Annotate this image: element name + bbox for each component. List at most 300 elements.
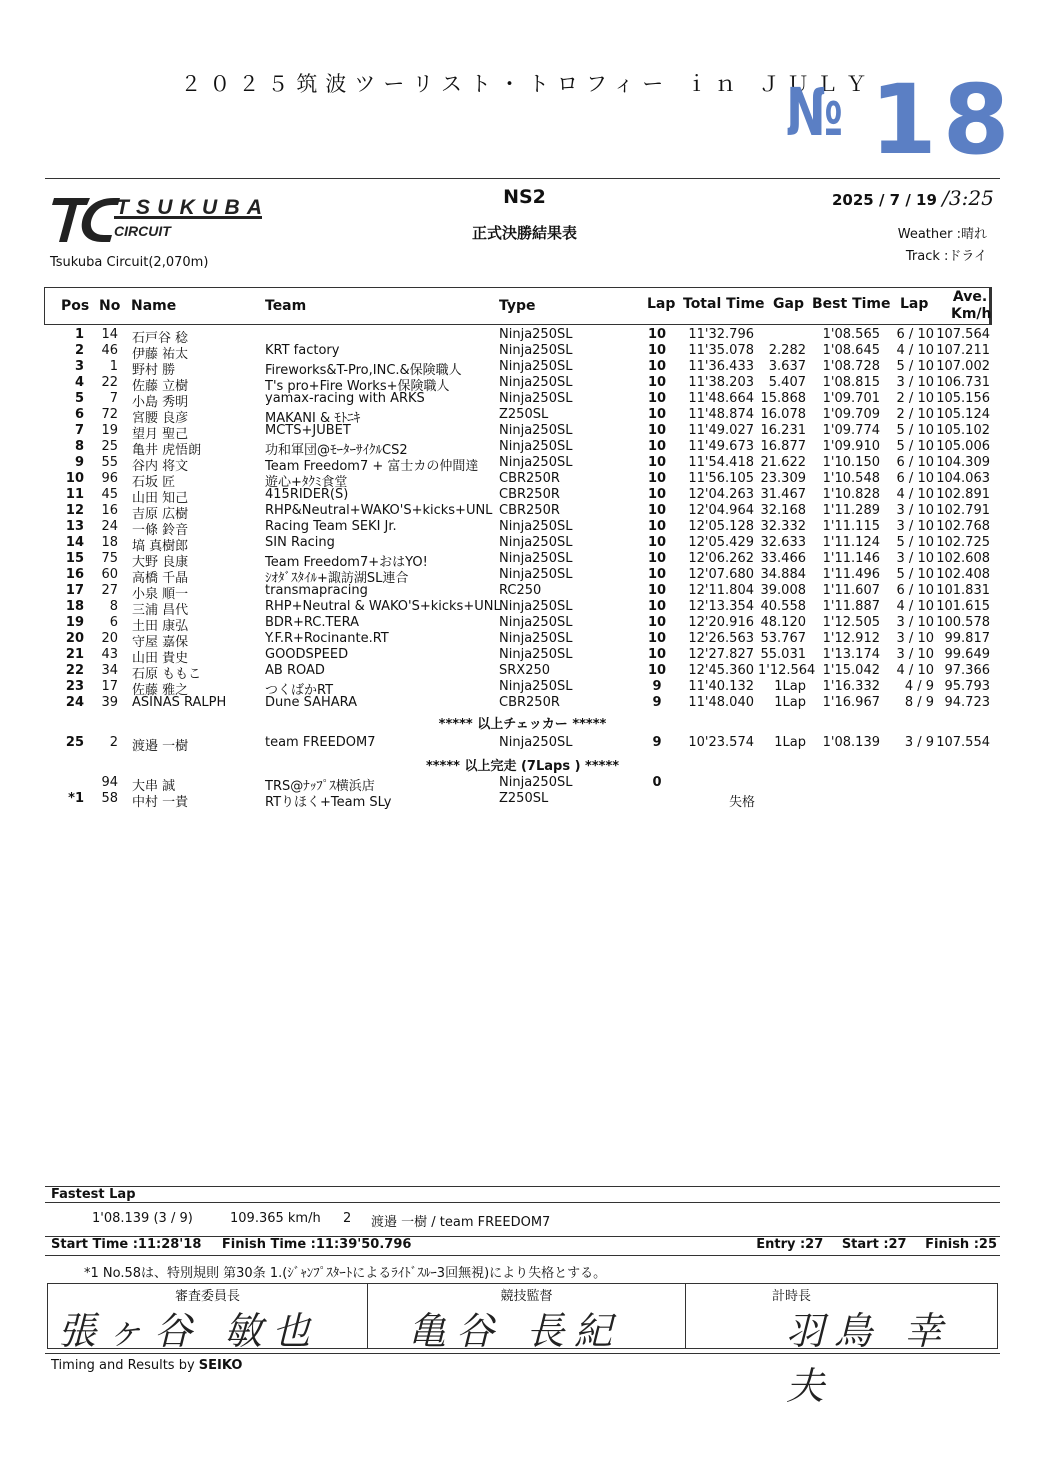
rider-name: 佐藤 雅之 [132, 683, 189, 698]
gap: 33.466 [760, 551, 806, 566]
rider-name: 塙 真樹郎 [132, 539, 189, 554]
position: 5 [74, 391, 84, 406]
col-best-time: Best Time [812, 296, 891, 312]
result-row [0, 519, 1045, 538]
machine-type: Ninja250SL [499, 567, 573, 582]
result-row [0, 327, 1045, 346]
signature-cell-clerk-of-course [368, 1284, 686, 1353]
best-lap: 3 / 10 [896, 519, 934, 534]
result-row [0, 599, 1045, 618]
laps: 10 [647, 327, 667, 342]
divider [45, 1202, 1000, 1203]
position: *1 [68, 791, 84, 806]
signature-handwritten: 亀谷 長紀 [408, 1309, 623, 1353]
best-lap: 3 / 10 [896, 647, 934, 662]
result-row [0, 791, 1045, 810]
col-ave-label: Ave. [952, 289, 988, 305]
machine-type: Ninja250SL [499, 615, 573, 630]
average-speed: 106.731 [936, 375, 990, 390]
best-time: 1'13.174 [822, 647, 880, 662]
signature-handwritten: 羽鳥 幸夫 [786, 1309, 953, 1408]
fastest-lap-no: 2 [343, 1211, 352, 1226]
total-time: 12'04.263 [688, 487, 754, 502]
total-time: 12'06.262 [688, 551, 754, 566]
best-lap: 6 / 10 [896, 455, 934, 470]
team: RHP+Neutral & WAKO'S+kicks+UNL [265, 599, 501, 614]
rider-name: 石戸谷 稔 [132, 331, 189, 346]
laps: 10 [647, 599, 667, 614]
laps: 10 [647, 551, 667, 566]
best-time: 1'11.496 [822, 567, 880, 582]
number: 46 [101, 343, 118, 358]
average-speed: 107.002 [936, 359, 990, 374]
number: 19 [101, 423, 118, 438]
col-total-time: Total Time [683, 296, 765, 312]
team: Team Freedom7+おはYO! [265, 555, 428, 570]
best-time: 1'11.146 [822, 551, 880, 566]
rider-name: 小島 秀明 [132, 395, 189, 410]
number: 25 [101, 439, 118, 454]
gap: 1Lap [774, 735, 806, 750]
note-finish: ***** 以上完走 (7Laps ) ***** [425, 759, 620, 774]
rider-name: 野村 勝 [132, 363, 176, 378]
signature-label: 競技監督 [500, 1289, 553, 1304]
col-best-lap: Lap [900, 296, 929, 312]
team: ｼｵﾀﾞｽﾀｲﾙ+諏訪湖SL連合 [265, 571, 409, 586]
best-time: 1'08.645 [822, 343, 880, 358]
laps: 10 [647, 343, 667, 358]
best-lap: 6 / 10 [896, 471, 934, 486]
result-row [0, 391, 1045, 410]
team: transmapracing [265, 583, 368, 598]
total-time: 11'40.132 [688, 679, 754, 694]
best-lap: 4 / 10 [896, 487, 934, 502]
team: yamax-racing with ARKS [265, 391, 425, 406]
finish-count: Finish :25 [925, 1237, 997, 1252]
machine-type: CBR250R [499, 503, 560, 518]
machine-type: Ninja250SL [499, 439, 573, 454]
result-row [0, 631, 1045, 650]
best-lap: 3 / 10 [896, 615, 934, 630]
number: 55 [101, 455, 118, 470]
best-lap: 3 / 10 [896, 503, 934, 518]
machine-type: Ninja250SL [499, 775, 573, 790]
gap: 31.467 [760, 487, 806, 502]
classified-results [0, 327, 1045, 711]
bottom-divider [45, 1353, 1000, 1354]
rider-name: 守屋 嘉保 [132, 635, 189, 650]
total-time: 12'45.360 [688, 663, 754, 678]
team: Racing Team SEKI Jr. [265, 519, 397, 534]
position: 1 [74, 327, 84, 342]
col-kmh-label: Km/h [951, 306, 992, 322]
rider-name: 高橋 千晶 [132, 571, 189, 586]
machine-type: RC250 [499, 583, 542, 598]
rider-name: 佐藤 立樹 [132, 379, 189, 394]
class-name: NS2 [503, 186, 546, 208]
best-lap: 2 / 10 [896, 391, 934, 406]
best-time: 1'08.139 [822, 735, 880, 750]
result-row [0, 615, 1045, 634]
total-time: 10'23.574 [688, 735, 754, 750]
result-row [0, 487, 1045, 506]
team: 功和軍団@ﾓｰﾀｰｻｲｸﾙCS2 [265, 443, 408, 458]
number: 6 [109, 615, 118, 630]
team: 415RIDER(S) [265, 487, 349, 502]
machine-type: SRX250 [499, 663, 551, 678]
total-time: 12'27.827 [688, 647, 754, 662]
laps: 10 [647, 631, 667, 646]
number: 60 [101, 567, 118, 582]
col-name: Name [131, 298, 177, 314]
position: 4 [74, 375, 84, 390]
laps: 10 [647, 455, 667, 470]
team: Y.F.R+Rocinante.RT [265, 631, 389, 646]
number: 1 [109, 359, 118, 374]
total-time: 12'13.354 [688, 599, 754, 614]
machine-type: Z250SL [499, 791, 549, 806]
laps: 10 [647, 375, 667, 390]
laps: 10 [647, 439, 667, 454]
average-speed: 105.006 [936, 439, 990, 454]
number: 27 [101, 583, 118, 598]
team: Fireworks&T-Pro,INC.&保険職人 [265, 363, 462, 378]
position: 25 [65, 735, 84, 750]
gap: 40.558 [760, 599, 806, 614]
gap: 2.282 [768, 343, 806, 358]
team: KRT factory [265, 343, 340, 358]
best-lap: 5 / 10 [896, 423, 934, 438]
position: 6 [74, 407, 84, 422]
note-checker: ***** 以上チェッカー ***** [438, 717, 607, 732]
gap: 失格 [728, 795, 755, 810]
team: MCTS+JUBET [265, 423, 351, 438]
best-lap: 5 / 10 [896, 535, 934, 550]
laps: 10 [647, 487, 667, 502]
total-time: 11'32.796 [688, 327, 754, 342]
average-speed: 105.156 [936, 391, 990, 406]
fastest-lap-rider: 渡邉 一樹 / team FREEDOM7 [371, 1215, 551, 1230]
entry-count: Entry :27 [756, 1237, 824, 1252]
number: 75 [101, 551, 118, 566]
svg-text:TSUKUBA: TSUKUBA [116, 196, 262, 219]
best-lap: 5 / 10 [896, 439, 934, 454]
total-time: 11'49.673 [688, 439, 754, 454]
average-speed: 99.649 [944, 647, 990, 662]
laps: 10 [647, 391, 667, 406]
machine-type: Ninja250SL [499, 343, 573, 358]
best-time: 1'10.828 [822, 487, 880, 502]
average-speed: 107.211 [936, 343, 990, 358]
number: 45 [101, 487, 118, 502]
laps: 9 [652, 679, 662, 694]
average-speed: 104.063 [936, 471, 990, 486]
result-row [0, 471, 1045, 490]
result-row [0, 775, 1045, 794]
best-time: 1'11.115 [822, 519, 880, 534]
rider-name: 渡邉 一樹 [132, 739, 189, 754]
start-count: Start :27 [841, 1237, 907, 1252]
position: 9 [74, 455, 84, 470]
number: 43 [101, 647, 118, 662]
number: 2 [109, 735, 118, 750]
average-speed: 102.608 [936, 551, 990, 566]
laps: 10 [647, 519, 667, 534]
best-time: 1'16.967 [822, 695, 880, 710]
laps: 10 [647, 407, 667, 422]
number: 18 [101, 535, 118, 550]
best-time: 1'10.150 [822, 455, 880, 470]
position: 24 [65, 695, 84, 710]
best-time: 1'11.124 [822, 535, 880, 550]
col-pos: Pos [61, 298, 90, 314]
team: team FREEDOM7 [265, 735, 376, 750]
team: MAKANI & ﾓﾄﾆｷ [265, 411, 361, 426]
best-lap: 5 / 10 [896, 567, 934, 582]
average-speed: 102.891 [936, 487, 990, 502]
number: 58 [101, 791, 118, 806]
best-time: 1'11.289 [822, 503, 880, 518]
rider-name: ASINAS RALPH [132, 695, 227, 710]
col-ave-speed [951, 289, 992, 323]
svg-text:CIRCUIT: CIRCUIT [114, 223, 171, 239]
gap: 16.078 [760, 407, 806, 422]
result-row [0, 423, 1045, 442]
total-time: 12'07.680 [688, 567, 754, 582]
best-time: 1'09.774 [822, 423, 880, 438]
results-table [0, 327, 1045, 810]
position: 15 [65, 551, 84, 566]
best-lap: 8 / 9 [904, 695, 934, 710]
best-lap: 5 / 10 [896, 359, 934, 374]
machine-type: Ninja250SL [499, 599, 573, 614]
gap: 32.633 [760, 535, 806, 550]
number: 20 [101, 631, 118, 646]
team: RHP&Neutral+WAKO'S+kicks+UNL [265, 503, 493, 518]
result-row [0, 735, 1045, 754]
average-speed: 101.615 [936, 599, 990, 614]
position: 16 [65, 567, 84, 582]
position: 8 [74, 439, 84, 454]
laps: 10 [647, 359, 667, 374]
rider-name: 一條 鈴音 [132, 523, 189, 538]
date-value: 2025 / 7 / 19 [832, 191, 937, 209]
rider-name: 中村 一貴 [132, 795, 189, 810]
position: 11 [65, 487, 84, 502]
gap: 15.868 [760, 391, 806, 406]
average-speed: 104.309 [936, 455, 990, 470]
total-time: 12'05.429 [688, 535, 754, 550]
signature-cell-chief-timekeeper [686, 1284, 996, 1408]
average-speed: 105.102 [936, 423, 990, 438]
gap: 1'12.564 [758, 663, 816, 678]
result-row [0, 503, 1045, 522]
team: Dune SAHARA [265, 695, 358, 710]
best-time: 1'10.548 [822, 471, 880, 486]
footer-credit [51, 1358, 242, 1373]
rider-name: 土田 康弘 [132, 619, 189, 634]
machine-type: Ninja250SL [499, 679, 573, 694]
total-time: 11'56.105 [688, 471, 754, 486]
total-time: 12'20.916 [688, 615, 754, 630]
best-time: 1'12.505 [822, 615, 880, 630]
best-time: 1'09.701 [822, 391, 880, 406]
average-speed: 107.554 [936, 735, 990, 750]
machine-type: Ninja250SL [499, 519, 573, 534]
position: 10 [65, 471, 84, 486]
best-time: 1'08.815 [822, 375, 880, 390]
total-time: 11'38.203 [688, 375, 754, 390]
gap: 32.332 [760, 519, 806, 534]
position: 14 [65, 535, 84, 550]
result-row [0, 567, 1045, 586]
col-lap: Lap [647, 296, 676, 312]
average-speed: 99.817 [944, 631, 990, 646]
number: 72 [101, 407, 118, 422]
signature-label: 計時長 [772, 1289, 812, 1304]
result-row [0, 535, 1045, 554]
average-speed: 102.768 [936, 519, 990, 534]
gap: 55.031 [760, 647, 806, 662]
machine-type: Ninja250SL [499, 535, 573, 550]
finished-results [0, 735, 1045, 754]
entry-counts [756, 1237, 997, 1252]
gap: 3.637 [768, 359, 806, 374]
rider-name: 宮腰 良彦 [132, 411, 189, 426]
machine-type: Ninja250SL [499, 631, 573, 646]
rider-name: 伊藤 祐太 [132, 347, 189, 362]
best-lap: 4 / 10 [896, 599, 934, 614]
gap: 21.622 [760, 455, 806, 470]
best-time: 1'12.912 [822, 631, 880, 646]
result-row [0, 647, 1045, 666]
col-team: Team [265, 298, 307, 314]
laps: 10 [647, 503, 667, 518]
race-number-stamp [786, 64, 1016, 176]
disqualification-remark: *1 No.58は、特別規則 第30条 1.(ｼﾞｬﾝﾌﾟｽﾀｰﾄによるﾗｲﾄﾞｽﾙｰ3回無視)により失格とする。 [84, 1266, 607, 1281]
result-row [0, 695, 1045, 711]
best-lap: 3 / 9 [904, 735, 934, 750]
machine-type: Z250SL [499, 407, 549, 422]
best-time: 1'08.728 [822, 359, 880, 374]
gap: 48.120 [760, 615, 806, 630]
position: 12 [65, 503, 84, 518]
laps: 10 [647, 615, 667, 630]
rider-name: 望月 聖己 [132, 427, 189, 442]
circuit-name: Tsukuba Circuit(2,070m) [50, 255, 209, 270]
rider-name: 山田 知己 [132, 491, 189, 506]
rider-name: 谷内 将文 [132, 459, 189, 474]
best-time: 1'15.042 [822, 663, 880, 678]
machine-type: Ninja250SL [499, 359, 573, 374]
rider-name: 亀井 虎悟朗 [132, 443, 202, 458]
team: Team Freedom7 + 富士カの仲間達 [265, 459, 479, 474]
number: 34 [101, 663, 118, 678]
result-row [0, 343, 1045, 362]
result-row [0, 439, 1045, 458]
number: 8 [109, 599, 118, 614]
rider-name: 石原 ももこ [132, 667, 202, 682]
result-row [0, 583, 1045, 602]
fastest-lap-time: 1'08.139 (3 / 9) [92, 1211, 193, 1226]
best-time: 1'09.910 [822, 439, 880, 454]
gap: 1Lap [774, 679, 806, 694]
best-lap: 6 / 10 [896, 583, 934, 598]
col-gap: Gap [773, 296, 804, 312]
team: RTりほく+Team SLy [265, 795, 392, 810]
divider [45, 1186, 1000, 1187]
machine-type: Ninja250SL [499, 647, 573, 662]
number: 24 [101, 519, 118, 534]
laps: 10 [647, 567, 667, 582]
machine-type: Ninja250SL [499, 735, 573, 750]
position: 18 [65, 599, 84, 614]
result-row [0, 407, 1045, 426]
gap: 1Lap [774, 695, 806, 710]
total-time: 12'05.128 [688, 519, 754, 534]
race-times [51, 1237, 997, 1252]
best-time: 1'11.607 [822, 583, 880, 598]
team: 遊心+ﾀｸﾐ食堂 [265, 475, 348, 490]
document-title: 正式決勝結果表 [471, 224, 577, 242]
stamp-number: 18 [870, 64, 1016, 176]
laps: 10 [647, 471, 667, 486]
non-finishers [0, 775, 1045, 810]
position: 13 [65, 519, 84, 534]
total-time: 12'11.804 [688, 583, 754, 598]
stamp-prefix: № [786, 74, 842, 151]
total-time: 11'54.418 [688, 455, 754, 470]
col-no: No [99, 298, 121, 314]
team: つくばかRT [265, 683, 334, 698]
machine-type: CBR250R [499, 471, 560, 486]
gap: 53.767 [760, 631, 806, 646]
best-lap: 4 / 10 [896, 343, 934, 358]
average-speed: 105.124 [936, 407, 990, 422]
laps: 10 [647, 663, 667, 678]
team: T's pro+Fire Works+保険職人 [265, 379, 450, 394]
signature-cell-chief-steward [48, 1284, 368, 1353]
gap: 23.309 [760, 471, 806, 486]
total-time: 11'49.027 [688, 423, 754, 438]
average-speed: 102.791 [936, 503, 990, 518]
total-time: 11'48.664 [688, 391, 754, 406]
total-time: 12'04.964 [688, 503, 754, 518]
rider-name: 小泉 順一 [132, 587, 189, 602]
team: TRS@ﾅｯﾌﾟｽ横浜店 [265, 779, 375, 794]
laps: 10 [647, 535, 667, 550]
position: 22 [65, 663, 84, 678]
footer-prefix: Timing and Results by [51, 1358, 199, 1373]
number: 39 [101, 695, 118, 710]
fastest-lap-speed: 109.365 km/h [230, 1211, 321, 1226]
gap: 39.008 [760, 583, 806, 598]
event-title: ２０２５筑波ツーリスト・トロフィー ｉｎ ＪＵＬＹ [180, 72, 875, 96]
total-time: 11'48.040 [688, 695, 754, 710]
top-divider [45, 178, 1000, 179]
number: 17 [101, 679, 118, 694]
machine-type: Ninja250SL [499, 423, 573, 438]
number: 16 [101, 503, 118, 518]
laps: 0 [652, 775, 662, 790]
machine-type: Ninja250SL [499, 551, 573, 566]
signature-handwritten: 張ヶ谷 敏也 [58, 1309, 321, 1353]
laps: 9 [652, 695, 662, 710]
total-time: 12'26.563 [688, 631, 754, 646]
col-type: Type [499, 298, 536, 314]
result-row [0, 455, 1045, 474]
machine-type: Ninja250SL [499, 391, 573, 406]
